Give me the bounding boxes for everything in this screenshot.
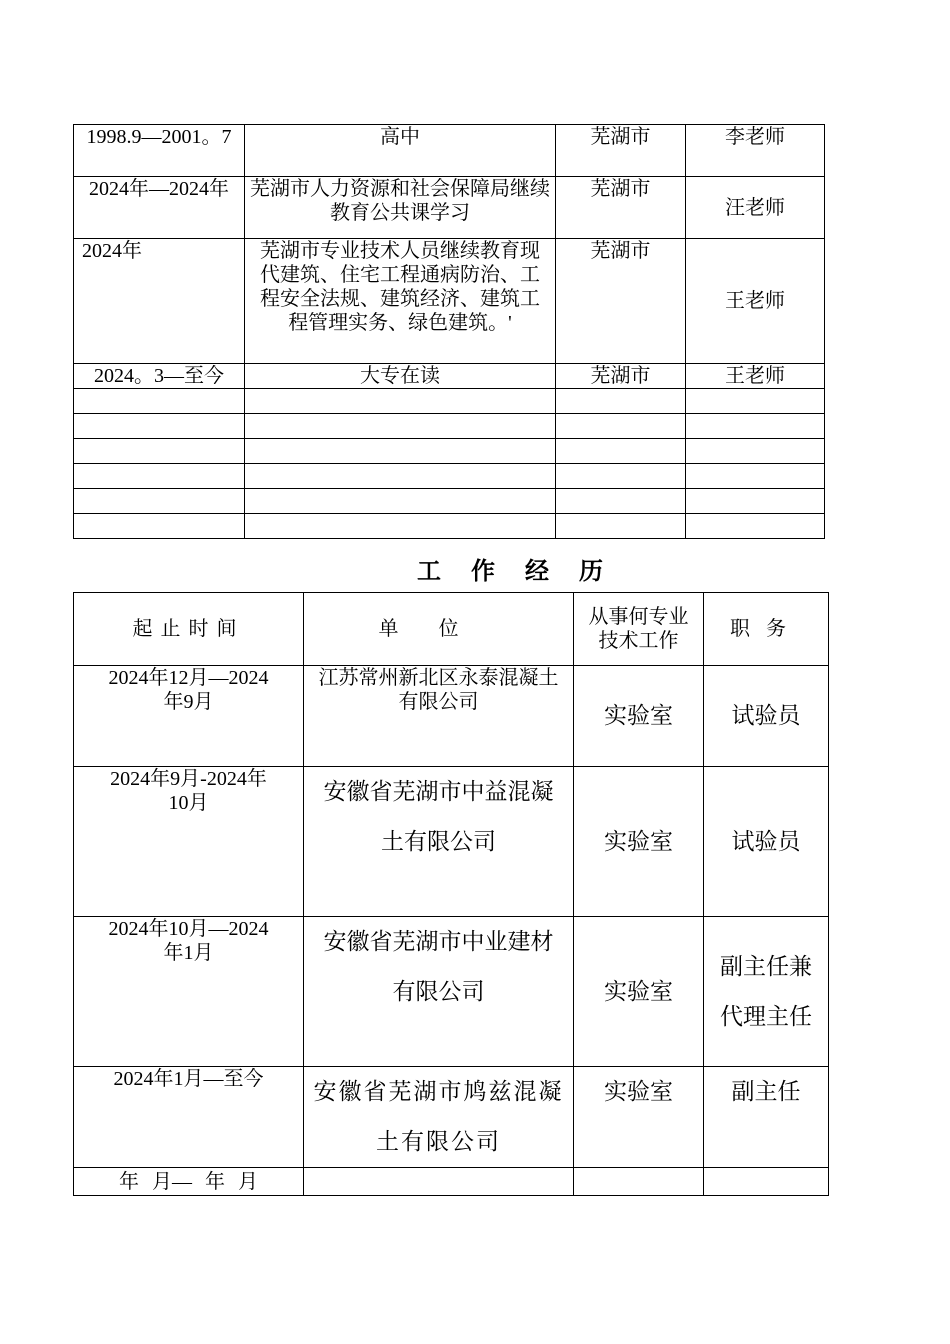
empty-row — [74, 514, 825, 539]
work-history-title: 工作经历 — [417, 557, 633, 585]
work-time-cell: 年 月— 年 月 — [74, 1168, 304, 1196]
table-header-row — [74, 593, 829, 666]
work-position-cell: 试验员 — [704, 666, 829, 767]
education-table — [73, 124, 825, 539]
work-position-cell: 试验员 — [704, 767, 829, 917]
work-tech-cell: 实验室 — [574, 917, 704, 1067]
table-row — [74, 125, 825, 177]
work-unit-cell: 安徽省芜湖市鸠兹混凝土有限公司 — [304, 1067, 574, 1168]
table-row — [74, 364, 825, 389]
edu-teacher-cell: 王老师 — [686, 239, 825, 364]
edu-content-cell: 芜湖市专业技术人员继续教育现代建筑、住宅工程通病防治、工程安全法规、建筑经济、建筑工程管理实务、绿色建筑。' — [245, 239, 556, 364]
edu-time-cell: 2024。3—至今 — [74, 364, 245, 389]
work-time-cell: 2024年1月—至今 — [74, 1067, 304, 1168]
header-unit: 单位 — [304, 593, 574, 666]
work-position-cell: 副主任兼代理主任 — [704, 917, 829, 1067]
empty-row — [74, 439, 825, 464]
empty-row — [74, 464, 825, 489]
table-row — [74, 767, 829, 917]
empty-row — [74, 414, 825, 439]
edu-place-cell: 芜湖市 — [556, 125, 686, 177]
work-unit-cell — [304, 1168, 574, 1196]
work-history-table — [73, 592, 829, 1196]
edu-content-cell: 大专在读 — [245, 364, 556, 389]
edu-time-cell: 2024年 — [74, 239, 245, 364]
work-tech-cell: 实验室 — [574, 666, 704, 767]
work-time-cell: 2024年12月—2024年9月 — [74, 666, 304, 767]
edu-place-cell: 芜湖市 — [556, 364, 686, 389]
header-tech: 从事何专业技术工作 — [574, 593, 704, 666]
edu-teacher-cell: 王老师 — [686, 364, 825, 389]
work-time-cell: 2024年9月-2024年10月 — [74, 767, 304, 917]
edu-place-cell: 芜湖市 — [556, 239, 686, 364]
edu-time-cell: 1998.9—2001。7 — [74, 125, 245, 177]
table-row — [74, 1168, 829, 1196]
work-position-cell — [704, 1168, 829, 1196]
edu-content-cell: 高中 — [245, 125, 556, 177]
table-row — [74, 917, 829, 1067]
work-tech-cell: 实验室 — [574, 767, 704, 917]
edu-place-cell: 芜湖市 — [556, 177, 686, 239]
table-row — [74, 1067, 829, 1168]
edu-teacher-cell: 李老师 — [686, 125, 825, 177]
work-time-cell: 2024年10月—2024年1月 — [74, 917, 304, 1067]
edu-time-cell: 2024年—2024年 — [74, 177, 245, 239]
table-row — [74, 666, 829, 767]
work-unit-cell: 安徽省芜湖市中益混凝土有限公司 — [304, 767, 574, 917]
work-unit-cell: 江苏常州新北区永泰混凝土有限公司 — [304, 666, 574, 767]
empty-row — [74, 489, 825, 514]
header-position: 职务 — [704, 593, 829, 666]
work-unit-cell: 安徽省芜湖市中业建材有限公司 — [304, 917, 574, 1067]
edu-teacher-cell: 汪老师 — [686, 177, 825, 239]
header-time: 起止时间 — [74, 593, 304, 666]
table-row — [74, 177, 825, 239]
work-position-cell: 副主任 — [704, 1067, 829, 1168]
work-tech-cell — [574, 1168, 704, 1196]
edu-content-cell: 芜湖市人力资源和社会保障局继续教育公共课学习 — [245, 177, 556, 239]
empty-row — [74, 389, 825, 414]
work-tech-cell: 实验室 — [574, 1067, 704, 1168]
table-row — [74, 239, 825, 364]
